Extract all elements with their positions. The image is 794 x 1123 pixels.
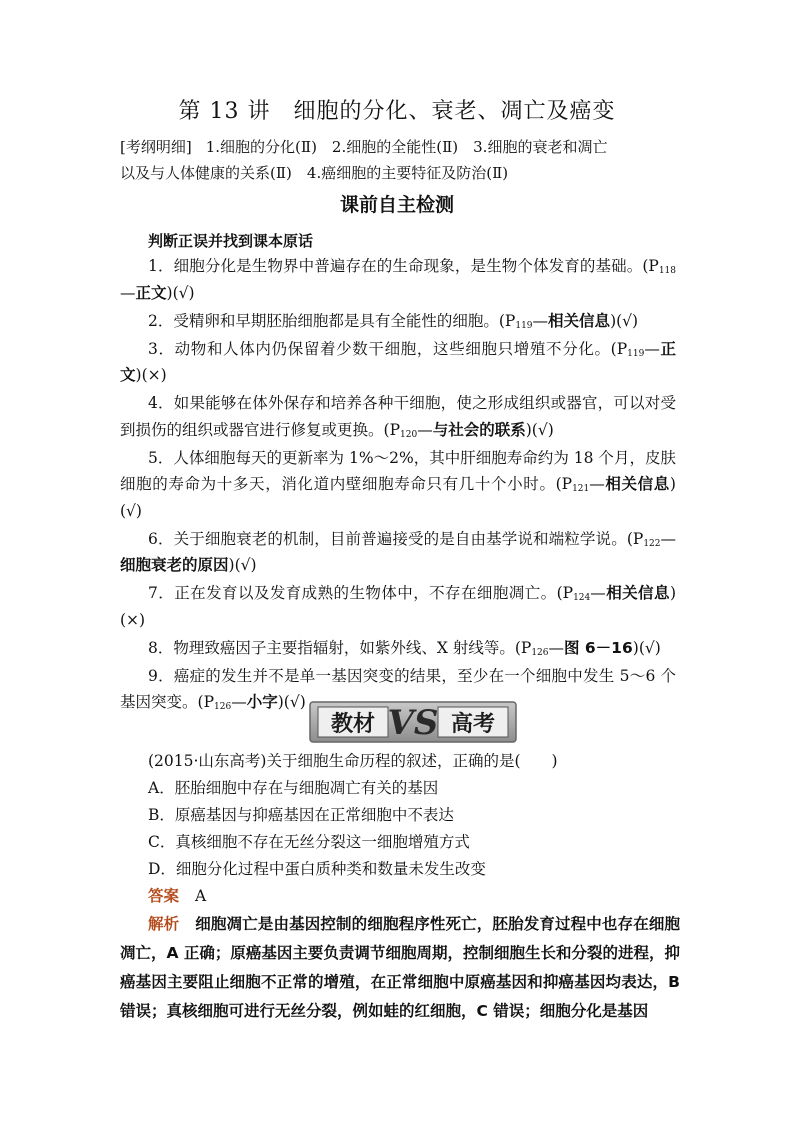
outline-label: [考纲明细]	[120, 138, 192, 156]
item-mark: (×)	[120, 610, 146, 629]
item-reference: ($P_{120}—$与社会的联系)	[383, 420, 532, 440]
item-text: 5．人体细胞每天的更新率为 1%～2%，其中肝细胞寿命约为 18 个月，皮肤细胞的寿命为十多天，消化道内壁细胞寿命只有几十个小时。	[120, 448, 676, 493]
option-b: B．原癌基因与抑癌基因在正常细胞中不表达	[148, 806, 454, 824]
banner-vs-text: VS	[387, 703, 439, 743]
answer-value: A	[195, 887, 207, 905]
item-reference: ($P_{121}—$相关信息)	[555, 475, 676, 494]
exam-question	[120, 748, 680, 1026]
item-mark: (√)	[120, 501, 142, 520]
item-text: 1．细胞分化是生物界中普遍存在的生命现象，是生物个体发育的基础。	[148, 257, 643, 275]
page-title: 第 13 讲 细胞的分化、衰老、凋亡及癌变	[178, 99, 616, 124]
item-text: 6．关于细胞衰老的机制，目前普遍接受的是自由基学说和端粒学说。	[148, 529, 627, 548]
item-ref-label: 相关信息	[548, 311, 611, 330]
item-ref-label: 相关信息	[604, 475, 670, 493]
item-page-number: 126	[214, 702, 232, 712]
item-page-number: 126	[531, 647, 549, 658]
outline-line-1	[120, 134, 680, 160]
list-item	[120, 445, 676, 525]
item-ref-label: 细胞衰老的原因	[120, 556, 229, 574]
item-page-number: 121	[572, 484, 590, 494]
item-mark: (√)	[531, 420, 554, 439]
judgment-list	[120, 253, 676, 717]
item-page-number: 122	[643, 538, 661, 549]
item-mark: (×)	[141, 366, 167, 384]
explanation-text: 细胞凋亡是由基因控制的细胞程序性死亡，胚胎发育过程中也存在细胞凋亡，A 正确；原癌基因主要负责调节细胞周期，控制细胞生长和分裂的进程，抑癌基因主要阻止细胞不正常的增殖，在正常细胞中原癌基因和抑癌基因均表达，B 错误；真核细胞可进行无丝分裂，例如蛙的红细胞，C 错误；细胞分化是基因	[120, 915, 680, 1020]
item-reference: ($P_{119}—$正文)	[120, 339, 676, 384]
item-reference: ($P_{124}—$相关信息)	[556, 584, 676, 603]
item-reference: ($P_{126}—$小字)	[197, 693, 284, 712]
item-ref-label: 正文	[120, 339, 676, 384]
sub-heading: 判断正误并找到课本原话	[148, 232, 314, 250]
list-item	[120, 635, 676, 662]
syllabus-outline	[120, 134, 680, 186]
list-item	[120, 336, 676, 389]
item-reference: ($P_{126}—$图 6－16)	[514, 638, 639, 658]
item-ref-label: 与社会的联系	[432, 420, 526, 439]
banner-left-text: 教材	[330, 712, 376, 737]
item-mark: (√)	[234, 556, 257, 574]
item-text: 2．受精卵和早期胚胎细胞都是具有全能性的细胞。	[148, 311, 499, 330]
option-a: A．胚胎细胞中存在与细胞凋亡有关的基因	[148, 779, 439, 797]
list-item	[120, 253, 676, 306]
textbook-vs-exam-banner	[308, 690, 518, 746]
banner-right-text: 高考	[450, 712, 496, 737]
section-title: 课前自主检测	[339, 194, 454, 216]
item-mark: (√)	[616, 311, 639, 330]
list-item	[120, 526, 676, 579]
item-mark: (√)	[638, 638, 661, 657]
answer-line	[120, 883, 680, 910]
item-text: 4．如果能够在体外保存和培养各种干细胞，使之形成组织或器官，可以对受到损伤的组织或器官进行修复或更换。	[120, 394, 676, 439]
item-reference: ($P_{122}—$细胞衰老的原因)	[120, 529, 676, 574]
item-ref-label: 图 6－16	[564, 638, 633, 657]
item-text: 8．物理致癌因子主要指辐射，如紫外线、X 射线等。	[148, 638, 515, 657]
option-d: D．细胞分化过程中蛋白质种类和数量未发生改变	[148, 860, 486, 878]
option-c: C．真核细胞不存在无丝分裂这一细胞增殖方式	[148, 833, 470, 851]
item-text: 7．正在发育以及发育成熟的生物体中，不存在细胞凋亡。	[148, 584, 557, 602]
item-text: 9．癌症的发生并不是单一基因突变的结果，至少在一个细胞中发生 5～6 个基因突变。	[120, 666, 676, 711]
item-mark: (√)	[172, 283, 195, 302]
item-page-number: 118	[658, 266, 676, 276]
answer-label: 答案	[148, 887, 180, 905]
list-item	[120, 308, 676, 335]
item-text: 3．动物和人体内仍保留着少数干细胞，这些细胞只增殖不分化。	[148, 339, 611, 358]
question-stem: (2015·山东高考)关于细胞生命历程的叙述，正确的是( )	[148, 752, 558, 770]
item-page-number: 124	[573, 593, 591, 603]
explanation-label: 解析	[148, 915, 180, 933]
outline-line-2: 以及与人体健康的关系(Ⅱ) 4.癌细胞的主要特征及防治(Ⅱ)	[120, 164, 509, 182]
item-page-number: 120	[400, 429, 418, 440]
item-ref-label: 小字	[246, 693, 278, 711]
explanation	[120, 910, 680, 1026]
list-item	[120, 390, 676, 443]
outline-text-1: 1.细胞的分化(Ⅱ) 2.细胞的全能性(Ⅱ) 3.细胞的衰老和凋亡	[205, 138, 608, 156]
item-reference: ($P_{119}—$相关信息)	[498, 311, 617, 331]
item-page-number: 119	[515, 320, 533, 331]
list-item	[120, 580, 676, 633]
item-reference: ($P_{118}—$正文)	[120, 257, 676, 302]
item-ref-label: 正文	[135, 283, 167, 302]
item-page-number: 119	[627, 348, 645, 359]
item-mark: (√)	[283, 693, 306, 711]
item-ref-label: 相关信息	[605, 584, 670, 602]
